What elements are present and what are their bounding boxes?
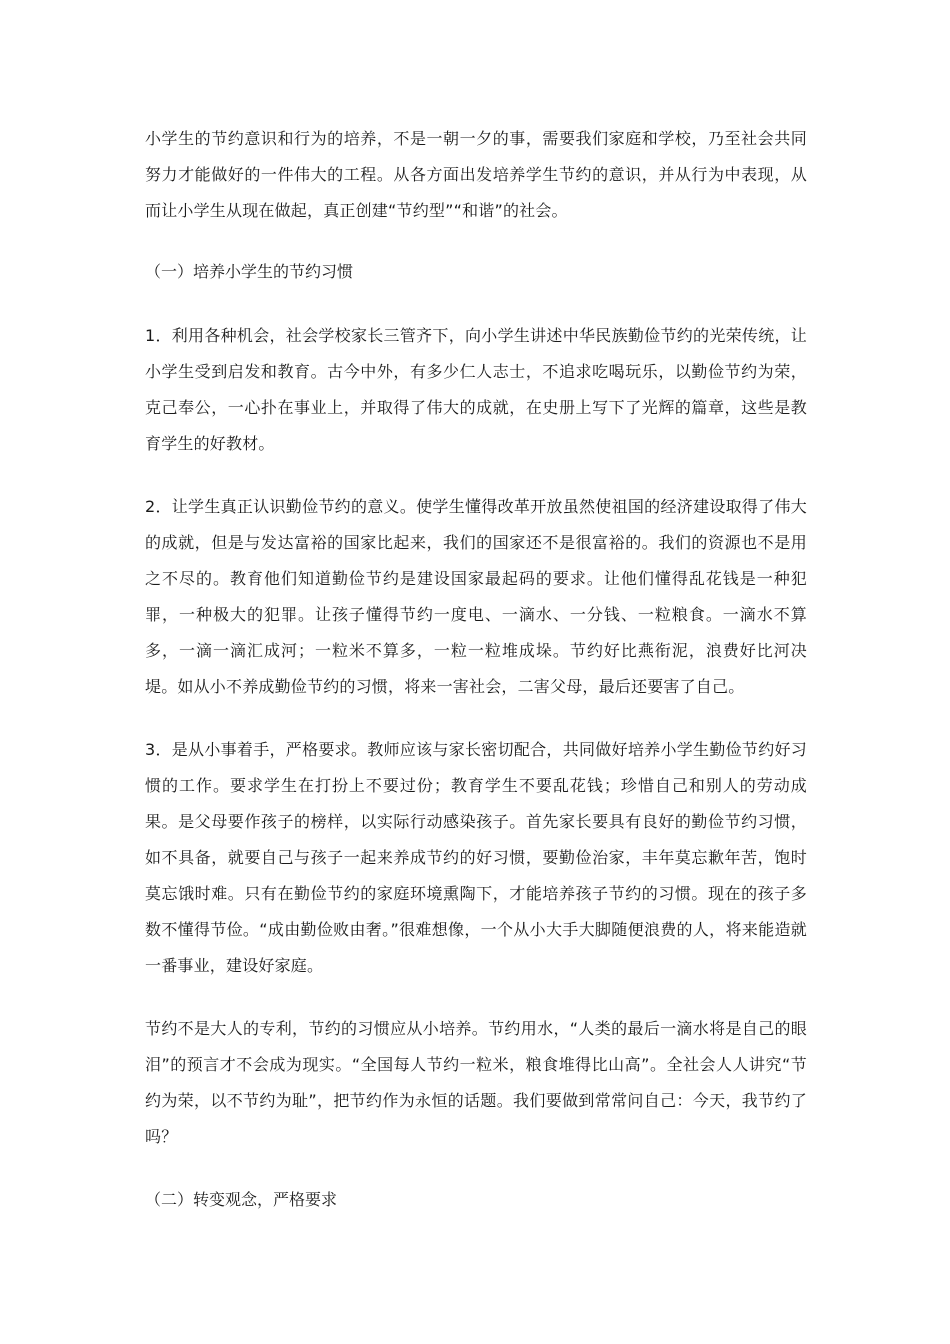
list-item-1: 1．利用各种机会，社会学校家长三管齐下，向小学生讲述中华民族勤俭节约的光荣传统，让小学生受到启发和教育。古今中外，有多少仁人志士，不追求吃喝玩乐，以勤俭节约为荣，克己奉公，一心扑在事业上，并取得了伟大的成就，在史册上写下了光辉的篇章，这些是教育学生的好教材。 bbox=[145, 326, 807, 453]
section-heading-2: （二）转变观念，严格要求 bbox=[145, 1190, 338, 1209]
section-heading-1: （一）培养小学生的节约习惯 bbox=[145, 262, 354, 281]
list-item-3: 3．是从小事着手，严格要求。教师应该与家长密切配合，共同做好培养小学生勤俭节约好习惯的工作。要求学生在打扮上不要过份；教育学生不要乱花钱；珍惜自己和别人的劳动成果。是父母要作孩子的榜样，以实际行动感染孩子。首先家长要具有良好的勤俭节约习惯，如不具备，就要自己与孩子一起来养成节约的好习惯，要勤俭治家，丰年莫忘歉年苦，饱时莫忘饿时难。只有在勤俭节约的家庭环境熏陶下，才能培养孩子节约的习惯。现在的孩子多数不懂得节俭。“成由勤俭败由奢。”很难想像，一个从小大手大脚随便浪费的人，将来能造就一番事业，建设好家庭。 bbox=[145, 740, 807, 975]
intro-paragraph: 小学生的节约意识和行为的培养，不是一朝一夕的事，需要我们家庭和学校，乃至社会共同努力才能做好的一件伟大的工程。从各方面出发培养学生节约的意识，并从行为中表现，从而让小学生从现在做起，真正创建“节约型”“和谐”的社会。 bbox=[145, 129, 807, 220]
closing-paragraph: 节约不是大人的专利，节约的习惯应从小培养。节约用水，“人类的最后一滴水将是自己的眼泪”的预言才不会成为现实。“全国每人节约一粒米，粮食堆得比山高”。全社会人人讲究“节约为荣，以不节约为耻”，把节约作为永恒的话题。我们要做到常常问自己：今天，我节约了吗？ bbox=[145, 1019, 807, 1146]
list-item-2: 2．让学生真正认识勤俭节约的意义。使学生懂得改革开放虽然使祖国的经济建设取得了伟大的成就，但是与发达富裕的国家比起来，我们的国家还不是很富裕的。我们的资源也不是用之不尽的。教育他们知道勤俭节约是建设国家最起码的要求。让他们懂得乱花钱是一种犯罪，一种极大的犯罪。让孩子懂得节约一度电、一滴水、一分钱、一粒粮食。一滴水不算多，一滴一滴汇成河；一粒米不算多，一粒一粒堆成垛。节约好比燕衔泥，浪费好比河决堤。如从小不养成勤俭节约的习惯，将来一害社会，二害父母，最后还要害了自己。 bbox=[145, 497, 807, 696]
document-page bbox=[145, 121, 807, 1218]
